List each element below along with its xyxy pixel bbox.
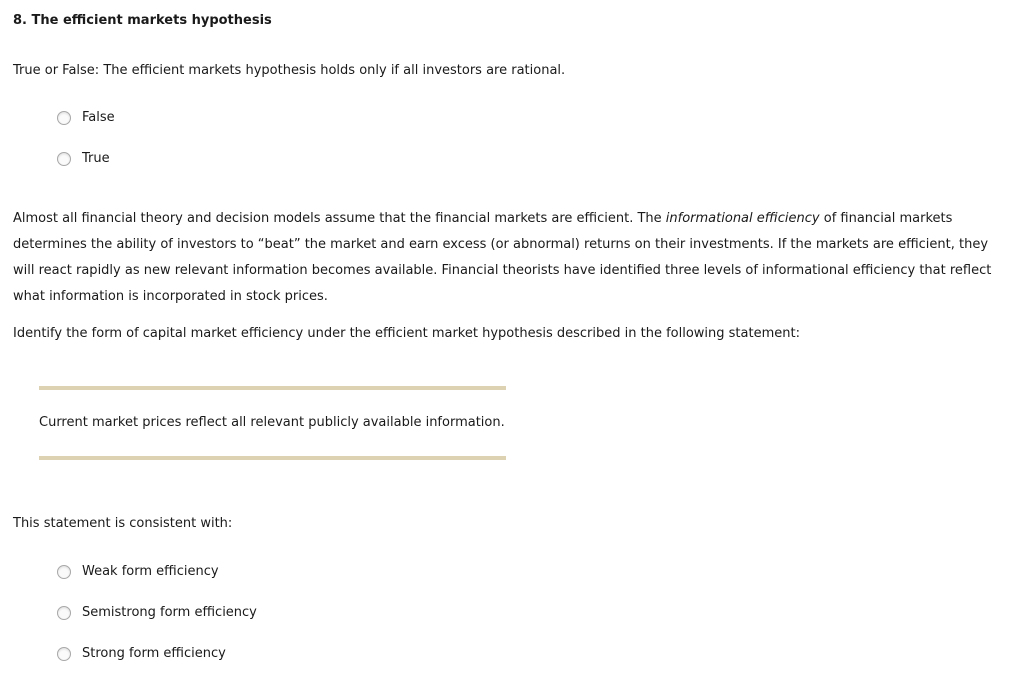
option-semistrong-form-label[interactable]: Semistrong form efficiency <box>82 605 257 620</box>
identify-prompt: Identify the form of capital market efficiency under the efficient market hypothesis described in the following statement: <box>13 326 800 341</box>
option-strong-form[interactable] <box>57 646 226 661</box>
option-weak-form[interactable] <box>57 564 219 579</box>
passage-part1: Almost all financial theory and decision models assume that the financial markets are efficient. The <box>13 211 662 226</box>
option-false-label[interactable]: False <box>82 110 115 125</box>
option-semistrong-form[interactable] <box>57 605 257 620</box>
statement-text: Current market prices reflect all relevant publicly available information. <box>39 415 505 430</box>
option-false[interactable] <box>57 110 115 125</box>
radio-true[interactable] <box>57 152 71 166</box>
option-true-label[interactable]: True <box>82 151 110 166</box>
passage-italic-term: informational efficiency <box>665 211 820 226</box>
question-heading: 8. The efficient markets hypothesis <box>13 13 272 28</box>
passage-part2: of financial markets determines the ability of investors to “beat” the market and earn excess (or abnormal) returns on their investments. If the markets are efficient, they will react rapidly as new relevant information becomes available. Financial theorists have identified three levels of informational efficiency that reflect what information is incorporated in stock prices. <box>13 211 992 304</box>
radio-false[interactable] <box>57 111 71 125</box>
option-weak-form-label[interactable]: Weak form efficiency <box>82 564 219 579</box>
radio-strong-form[interactable] <box>57 647 71 661</box>
passage <box>13 206 1013 310</box>
option-true[interactable] <box>57 151 110 166</box>
statement-bottom-rule <box>39 456 506 460</box>
statement-top-rule <box>39 386 506 390</box>
option-strong-form-label[interactable]: Strong form efficiency <box>82 646 226 661</box>
true-false-prompt: True or False: The efficient markets hypothesis holds only if all investors are rational. <box>13 63 566 78</box>
radio-weak-form[interactable] <box>57 565 71 579</box>
consistent-prompt: This statement is consistent with: <box>13 516 233 531</box>
radio-semistrong-form[interactable] <box>57 606 71 620</box>
